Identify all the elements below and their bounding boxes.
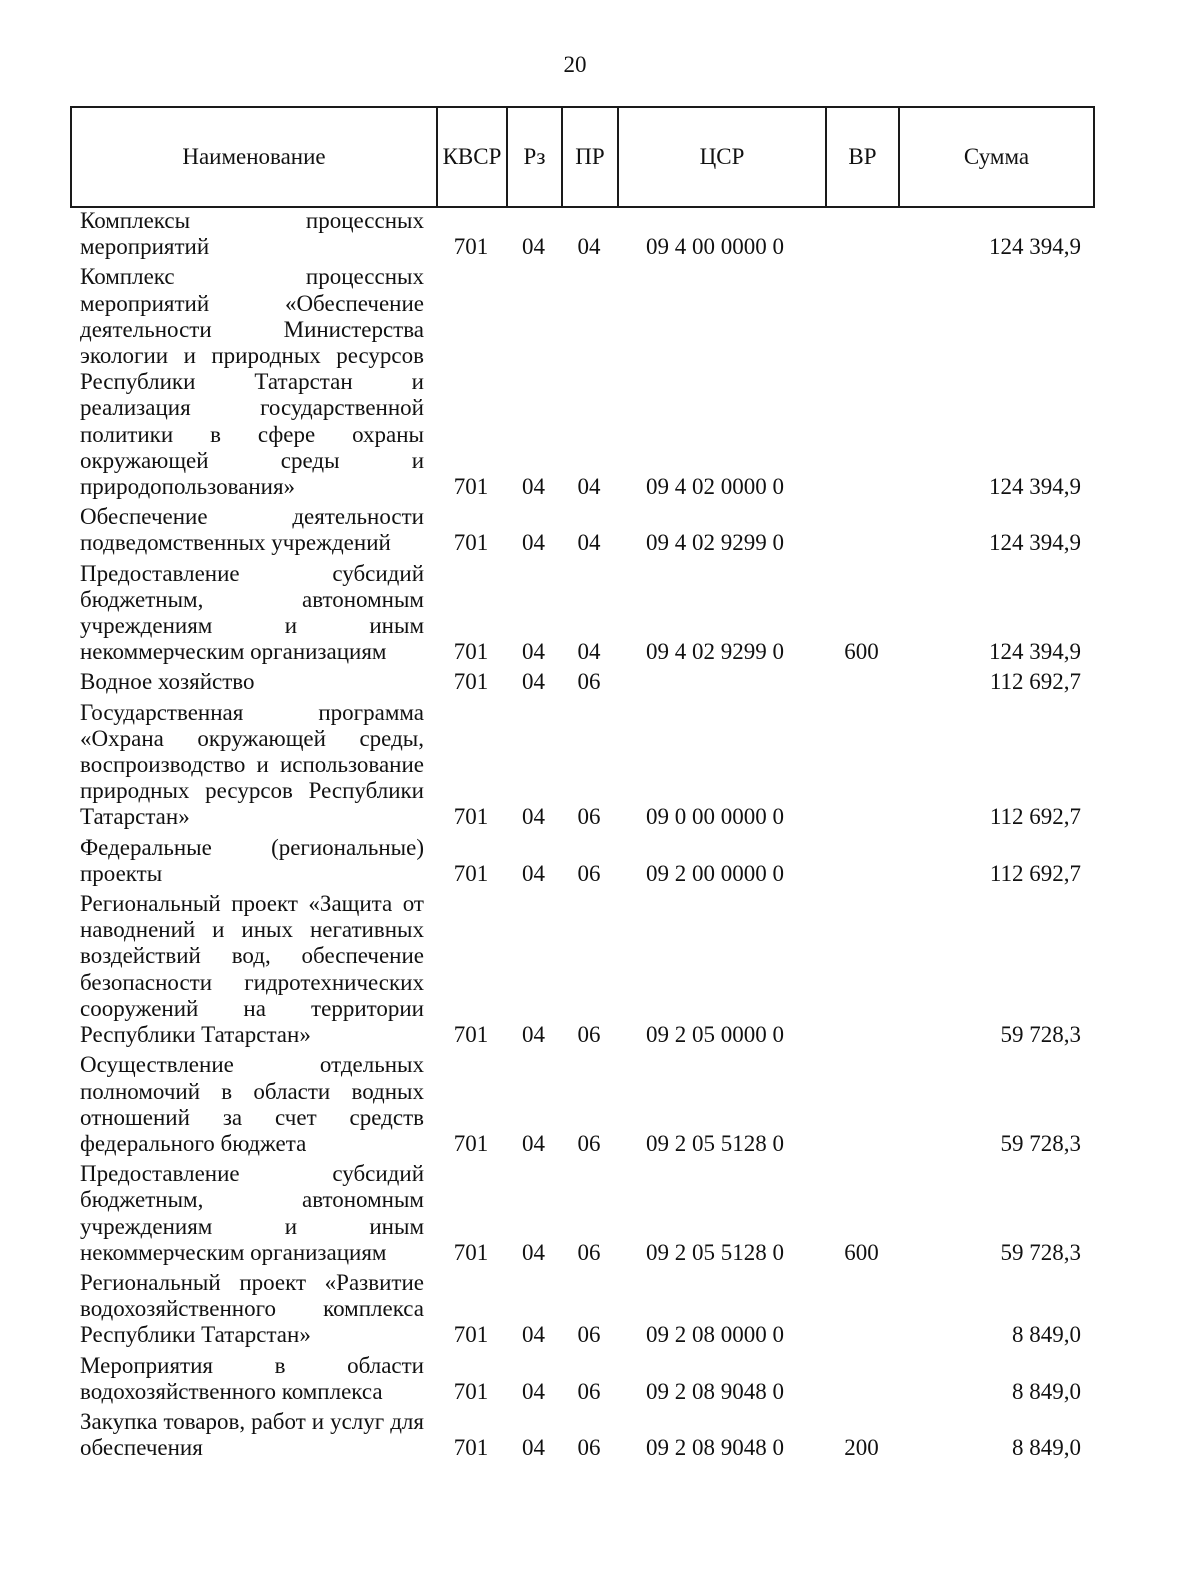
cell-kvsr: 701 bbox=[453, 1239, 489, 1265]
cell-pr: 06 bbox=[577, 1378, 601, 1404]
cell-vr: 600 bbox=[844, 639, 879, 665]
cell-sum: 112 692,7 bbox=[989, 860, 1081, 886]
cell-kvsr: 701 bbox=[453, 474, 489, 500]
table-row bbox=[70, 669, 1093, 699]
cell-name: Обеспечение деятельности подведомственных учреждений bbox=[80, 504, 424, 556]
cell-vr bbox=[825, 504, 898, 560]
cell-csr: 09 4 02 0000 0 bbox=[646, 474, 784, 500]
cell-sum: 8 849,0 bbox=[1012, 1435, 1081, 1461]
cell-kvsr: 701 bbox=[453, 234, 489, 260]
table-row bbox=[70, 1353, 1093, 1409]
cell-rz: 04 bbox=[522, 1022, 545, 1048]
cell-kvsr: 701 bbox=[453, 1022, 489, 1048]
cell-pr: 06 bbox=[577, 1435, 601, 1461]
cell-rz: 04 bbox=[522, 804, 545, 830]
cell-csr: 09 2 08 9048 0 bbox=[646, 1378, 784, 1404]
cell-pr: 06 bbox=[577, 1130, 601, 1156]
cell-name: Комплекс процессных мероприятий «Обеспечение деятельности Министерства экологии и природных ресурсов Республики Татарстан и реализация государственной политики в сфере охраны окружающей среды и природопользования» bbox=[80, 264, 424, 500]
cell-kvsr: 701 bbox=[453, 639, 489, 665]
cell-pr: 06 bbox=[577, 1239, 601, 1265]
cell-sum: 124 394,9 bbox=[989, 474, 1081, 500]
cell-csr bbox=[617, 669, 825, 699]
cell-kvsr: 701 bbox=[453, 1322, 489, 1348]
table-row bbox=[70, 835, 1093, 891]
cell-name: Федеральные (региональные) проекты bbox=[80, 834, 424, 886]
cell-sum: 8 849,0 bbox=[1012, 1322, 1081, 1348]
column-header-pr: ПР bbox=[562, 107, 618, 207]
cell-kvsr: 701 bbox=[453, 669, 489, 695]
table-row bbox=[70, 1409, 1093, 1465]
cell-pr: 06 bbox=[577, 1322, 601, 1348]
cell-vr bbox=[825, 1270, 898, 1353]
cell-rz: 04 bbox=[522, 1378, 545, 1404]
cell-name: Закупка товаров, работ и услуг для обеспечения bbox=[80, 1408, 424, 1461]
cell-sum: 112 692,7 bbox=[989, 669, 1081, 695]
column-header-sum: Сумма bbox=[899, 107, 1094, 207]
table-row bbox=[70, 264, 1093, 504]
cell-name: Предоставление субсидий бюджетным, автономным учреждениям и иным некоммерческим организациям bbox=[80, 1161, 424, 1265]
cell-rz: 04 bbox=[522, 1435, 545, 1461]
column-header-name: Наименование bbox=[71, 107, 437, 207]
cell-vr bbox=[825, 891, 898, 1052]
cell-csr: 09 2 00 0000 0 bbox=[646, 860, 784, 886]
cell-name: Предоставление субсидий бюджетным, автономным учреждениям и иным некоммерческим организациям bbox=[80, 560, 424, 665]
cell-kvsr: 701 bbox=[453, 860, 489, 886]
cell-pr: 04 bbox=[577, 639, 601, 665]
cell-kvsr: 701 bbox=[453, 1378, 489, 1404]
table-row bbox=[70, 208, 1093, 264]
cell-name: Региональный проект «Развитие водохозяйственного комплекса Республики Татарстан» bbox=[80, 1269, 424, 1348]
cell-csr: 09 2 05 0000 0 bbox=[646, 1022, 784, 1048]
cell-vr bbox=[825, 835, 898, 891]
cell-name: Комплексы процессных мероприятий bbox=[80, 208, 424, 260]
cell-csr: 09 2 05 5128 0 bbox=[646, 1130, 784, 1156]
cell-vr: 200 bbox=[844, 1435, 879, 1461]
budget-table bbox=[70, 208, 1093, 1465]
cell-pr: 06 bbox=[577, 804, 601, 830]
cell-vr bbox=[825, 1052, 898, 1161]
cell-sum: 124 394,9 bbox=[989, 530, 1081, 556]
cell-vr bbox=[825, 669, 898, 699]
cell-pr: 04 bbox=[577, 234, 601, 260]
page-number: 20 bbox=[563, 52, 587, 77]
cell-pr: 06 bbox=[577, 669, 601, 695]
cell-name: Водное хозяйство bbox=[80, 669, 255, 695]
cell-kvsr: 701 bbox=[453, 1435, 489, 1461]
cell-name: Региональный проект «Защита от наводнений и иных негативных воздействий вод, обеспечение безопасности гидротехнических сооружений на территории Республики Татарстан» bbox=[80, 891, 424, 1048]
cell-rz: 04 bbox=[522, 530, 545, 556]
cell-csr: 09 4 02 9299 0 bbox=[646, 530, 784, 556]
cell-rz: 04 bbox=[522, 639, 545, 665]
cell-sum: 59 728,3 bbox=[1000, 1022, 1081, 1048]
cell-sum: 59 728,3 bbox=[1000, 1130, 1081, 1156]
cell-csr: 09 0 00 0000 0 bbox=[646, 804, 784, 830]
cell-vr: 600 bbox=[844, 1239, 879, 1265]
column-header-csr: ЦСР bbox=[618, 107, 826, 207]
cell-vr bbox=[825, 208, 898, 264]
cell-rz: 04 bbox=[522, 1322, 545, 1348]
cell-sum: 59 728,3 bbox=[1000, 1239, 1081, 1265]
cell-sum: 124 394,9 bbox=[989, 639, 1081, 665]
table-row bbox=[70, 1052, 1093, 1161]
cell-sum: 8 849,0 bbox=[1012, 1378, 1081, 1404]
cell-rz: 04 bbox=[522, 860, 545, 886]
cell-csr: 09 2 05 5128 0 bbox=[646, 1239, 784, 1265]
table-row bbox=[70, 700, 1093, 835]
cell-rz: 04 bbox=[522, 669, 545, 695]
table-row bbox=[70, 1270, 1093, 1353]
cell-rz: 04 bbox=[522, 1130, 545, 1156]
cell-pr: 06 bbox=[577, 1022, 601, 1048]
cell-kvsr: 701 bbox=[453, 1130, 489, 1156]
cell-name: Осуществление отдельных полномочий в области водных отношений за счет средств федерального бюджета bbox=[80, 1052, 424, 1156]
cell-csr: 09 4 02 9299 0 bbox=[646, 639, 784, 665]
cell-vr bbox=[825, 700, 898, 835]
table-header bbox=[70, 106, 1095, 208]
cell-sum: 112 692,7 bbox=[989, 804, 1081, 830]
cell-csr: 09 2 08 9048 0 bbox=[646, 1435, 784, 1461]
cell-vr bbox=[825, 1353, 898, 1409]
cell-csr: 09 2 08 0000 0 bbox=[646, 1322, 784, 1348]
cell-sum: 124 394,9 bbox=[989, 234, 1081, 260]
table-row bbox=[70, 1161, 1093, 1270]
column-header-rz: Рз bbox=[507, 107, 562, 207]
cell-vr bbox=[825, 264, 898, 504]
cell-pr: 04 bbox=[577, 474, 601, 500]
column-header-kvsr: КВСР bbox=[437, 107, 507, 207]
table-row bbox=[70, 891, 1093, 1052]
cell-kvsr: 701 bbox=[453, 530, 489, 556]
cell-rz: 04 bbox=[522, 1239, 545, 1265]
cell-csr: 09 4 00 0000 0 bbox=[646, 234, 784, 260]
cell-pr: 06 bbox=[577, 860, 601, 886]
cell-rz: 04 bbox=[522, 474, 545, 500]
table-row bbox=[70, 561, 1093, 670]
cell-rz: 04 bbox=[522, 234, 545, 260]
column-header-vr: ВР bbox=[826, 107, 899, 207]
cell-name: Мероприятия в области водохозяйственного комплекса bbox=[80, 1352, 424, 1404]
cell-name: Государственная программа «Охрана окружающей среды, воспроизводство и использование природных ресурсов Республики Татарстан» bbox=[80, 699, 424, 830]
cell-kvsr: 701 bbox=[453, 804, 489, 830]
table-row bbox=[70, 504, 1093, 560]
cell-pr: 04 bbox=[577, 530, 601, 556]
